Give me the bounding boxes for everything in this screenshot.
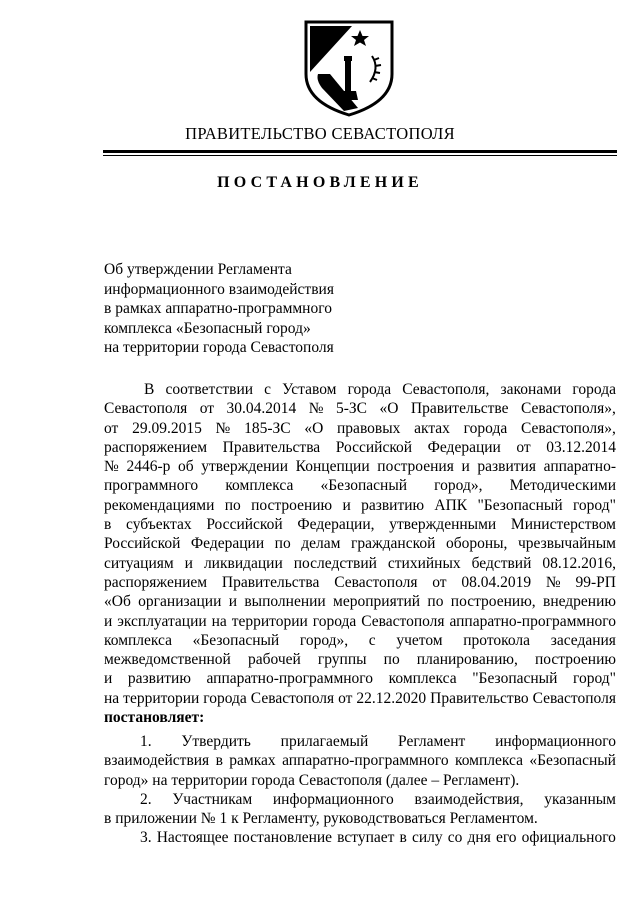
text-line: распоряжением Правительства Севастополя от 08.04.2019 № 99-РП	[104, 573, 616, 591]
text-line: ситуациям и ликвидации последствий стихийных бедствий 08.12.2016,	[104, 554, 616, 572]
text-line: В соответствии с Уставом города Севастополя, законами города	[144, 381, 616, 398]
text-line: и эксплуатации на территории города Севастополя аппаратно-программного	[104, 612, 616, 630]
text-line: в приложении № 1 к Регламенту, руководствоваться Регламентом.	[104, 810, 538, 828]
text-line: город» на территории города Севастополя (далее – Регламент).	[104, 771, 520, 789]
text-line: и развитию аппаратно-программного комплекса "Безопасный город"	[104, 670, 616, 688]
text-line: Российской Федерации по делам гражданской обороны, чрезвычайным	[104, 535, 616, 553]
subject-line: на территории города Севастополя	[104, 339, 334, 356]
sevastopol-coat-of-arms	[300, 18, 398, 118]
subject-line: Об утверждении Регламента	[104, 261, 292, 278]
text-line: рекомендациями по построению и развитию АПК "Безопасный город"	[104, 496, 616, 514]
preamble-paragraph	[104, 380, 616, 727]
government-name: ПРАВИТЕЛЬСТВО СЕВАСТОПОЛЯ	[185, 124, 455, 143]
text-line: Севастополя от 30.04.2014 № 5-ЗС «О Правительстве Севастополя»,	[104, 400, 616, 418]
document-subject	[104, 260, 404, 358]
text-line: «Об организации и выполнении мероприятий по построению, внедрению	[104, 593, 616, 611]
text-line: от 29.09.2015 № 185-ЗС «О правовых актах города Севастополя»,	[104, 419, 616, 437]
text-line: 2. Участникам информационного взаимодействия, указанным	[140, 790, 616, 808]
text-line: взаимодействия в рамках аппаратно-программного комплекса «Безопасный	[104, 752, 616, 770]
decision-word: постановляет:	[104, 709, 205, 727]
header-divider-thin	[103, 155, 617, 156]
subject-line: в рамках аппаратно-программного	[104, 300, 332, 317]
text-line: № 2446-р об утверждении Концепции построения и развития аппаратно-	[104, 458, 616, 476]
text-line: программного комплекса «Безопасный город», Методическими	[104, 477, 616, 495]
document-type: ПОСТАНОВЛЕНИЕ	[217, 174, 423, 191]
decision-items	[104, 732, 616, 848]
text-line: межведомственной рабочей группы по планированию, построению	[104, 651, 616, 669]
text-line: 3. Настоящее постановление вступает в силу со дня его официального	[140, 829, 616, 847]
header-divider-thick	[103, 150, 617, 153]
text-line: комплекса «Безопасный город», с учетом протокола заседания	[104, 631, 616, 649]
text-line: на территории города Севастополя от 22.12.2020 Правительство Севастополя	[104, 689, 616, 707]
subject-line: комплекса «Безопасный город»	[104, 319, 311, 337]
subject-line: информационного взаимодействия	[104, 280, 334, 298]
text-line: в субъектах Российской Федерации, утвержденными Министерством	[104, 516, 616, 534]
text-line: распоряжением Правительства Российской Федерации от 03.12.2014	[104, 438, 616, 456]
text-line: 1. Утвердить прилагаемый Регламент информационного	[140, 733, 616, 750]
